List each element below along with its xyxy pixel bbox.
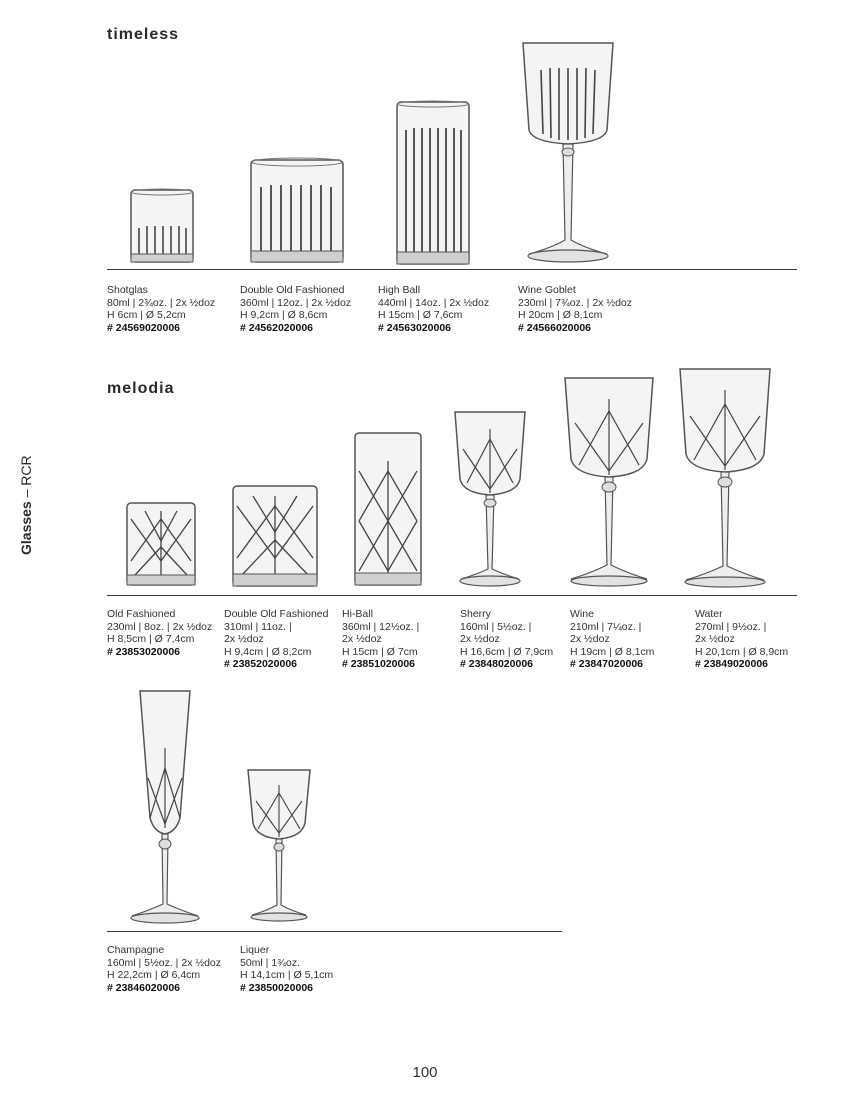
product-name: Double Old Fashioned (224, 608, 329, 620)
product-dimensions: H 6cm | Ø 5,2cm (107, 309, 186, 322)
product-sku: # 23850020006 (240, 981, 313, 994)
product-sku: # 24562020006 (240, 321, 313, 334)
product-sku: # 23847020006 (570, 658, 643, 671)
old-fashioned-image (125, 501, 197, 587)
product-info-liquer (240, 944, 333, 994)
product-name: Hi-Ball (342, 608, 373, 620)
product-spec: 360ml | 12½oz. | (342, 620, 420, 633)
product-name: Double Old Fashioned (240, 284, 345, 296)
product-pack: 2x ½doz (695, 633, 735, 646)
product-spec: 360ml | 12oz. | 2x ½doz (240, 296, 352, 309)
product-spec: 160ml | 5½oz. | (460, 620, 532, 633)
product-dimensions: H 20,1cm | Ø 8,9cm (695, 645, 789, 658)
product-name: Water (695, 608, 723, 620)
product-info-sherry (460, 608, 553, 671)
product-sku: # 24563020006 (378, 321, 451, 334)
product-dimensions: H 8,5cm | Ø 7,4cm (107, 633, 195, 646)
product-spec: 210ml | 7¼oz. | (570, 620, 642, 633)
product-name: Wine Goblet (518, 284, 576, 296)
product-sku: # 23848020006 (460, 658, 533, 671)
product-sku: # 23851020006 (342, 658, 415, 671)
product-info-shotglas (107, 284, 215, 334)
hi-ball-image (353, 431, 423, 587)
product-info-melodia-double-old-fashioned (224, 608, 328, 671)
high-ball-image (395, 100, 471, 266)
product-dimensions: H 9,2cm | Ø 8,6cm (240, 309, 328, 322)
product-dimensions: H 14,1cm | Ø 5,1cm (240, 969, 334, 982)
sherry-image (453, 409, 527, 587)
product-pack: 2x ½doz (342, 633, 382, 646)
product-info-champagne (107, 944, 221, 994)
wine-image (563, 375, 655, 587)
product-sku: # 24569020006 (107, 321, 180, 334)
product-info-double-old-fashioned (240, 284, 351, 334)
double-old-fashioned-image (249, 157, 345, 265)
product-name: Champagne (107, 944, 165, 956)
product-sku: # 24566020006 (518, 321, 591, 334)
side-category-label (18, 455, 34, 555)
product-name: High Ball (378, 284, 421, 296)
melodia-double-old-fashioned-image (231, 484, 319, 588)
product-spec: 440ml | 14oz. | 2x ½doz (378, 296, 490, 309)
product-spec: 230ml | 8oz. | 2x ½doz (107, 620, 213, 633)
product-dimensions: H 15cm | Ø 7,6cm (378, 309, 463, 322)
product-dimensions: H 9,4cm | Ø 8,2cm (224, 645, 312, 658)
product-info-wine-goblet (518, 284, 632, 334)
liquer-image (246, 767, 312, 923)
product-info-wine (570, 608, 654, 671)
product-name: Liquer (240, 944, 270, 956)
product-pack: 2x ½doz (460, 633, 500, 646)
product-dimensions: H 16,6cm | Ø 7,9cm (460, 645, 554, 658)
product-name: Sherry (460, 608, 491, 620)
product-spec: 80ml | 2¾oz. | 2x ½doz (107, 296, 216, 309)
champagne-image (128, 688, 202, 924)
product-pack: 2x ½doz (570, 633, 610, 646)
product-spec: 160ml | 5½oz. | 2x ½doz (107, 956, 222, 969)
product-sku: # 23853020006 (107, 645, 180, 658)
product-dimensions: H 19cm | Ø 8,1cm (570, 645, 655, 658)
product-spec: 310ml | 11oz. | (224, 620, 292, 633)
product-info-old-fashioned (107, 608, 212, 658)
product-name: Shotglas (107, 284, 148, 296)
side-label-brand: Glasses (18, 501, 34, 555)
product-sku: # 23846020006 (107, 981, 180, 994)
section-title-timeless: timeless (107, 26, 180, 43)
water-image (678, 366, 772, 588)
page-number: 100 (412, 1064, 438, 1081)
product-sku: # 23852020006 (224, 658, 297, 671)
product-dimensions: H 15cm | Ø 7cm (342, 645, 418, 658)
side-label-maker: RCR (18, 455, 34, 486)
product-dimensions: H 22,2cm | Ø 6,4cm (107, 969, 201, 982)
product-info-water (695, 608, 788, 671)
divider-timeless (107, 269, 797, 270)
product-dimensions: H 20cm | Ø 8,1cm (518, 309, 603, 322)
divider-melodia (107, 595, 797, 596)
product-info-hi-ball (342, 608, 419, 671)
product-spec: 230ml | 7¾oz. | 2x ½doz (518, 296, 633, 309)
product-spec: 270ml | 9½oz. | (695, 620, 767, 633)
divider-melodia-row2 (107, 931, 562, 932)
product-sku: # 23849020006 (695, 658, 768, 671)
product-name: Old Fashioned (107, 608, 176, 620)
product-name: Wine (570, 608, 594, 620)
shotglas-image (129, 188, 195, 264)
side-label-dash: – (18, 489, 34, 498)
product-pack: 2x ½doz (224, 633, 264, 646)
product-spec: 50ml | 1¾oz. (240, 956, 300, 969)
section-title-melodia: melodia (107, 380, 175, 397)
wine-goblet-image (521, 40, 615, 266)
product-info-high-ball (378, 284, 489, 334)
